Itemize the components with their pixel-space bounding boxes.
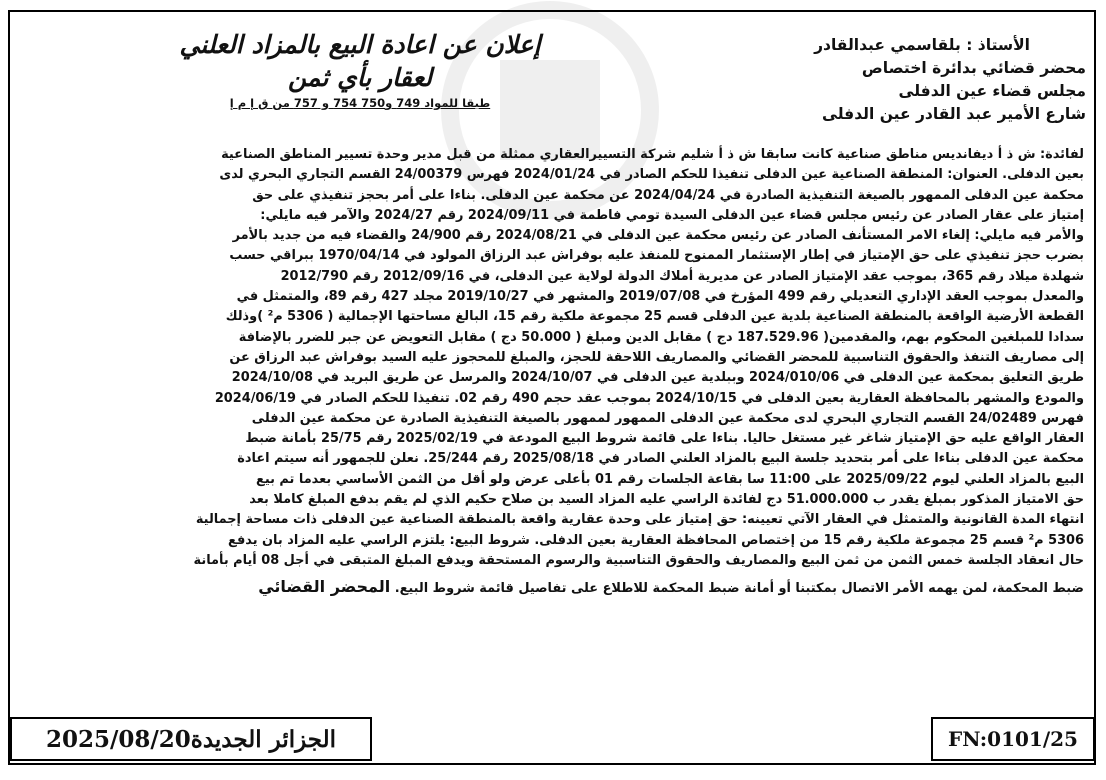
body-line: إمتياز على عقار الصادر عن رئيس مجلس قضاء عين الدفلى السيدة تومي فاطمة في 2024/09/11 رقم 2024/27 والآمر فيه مايلي: — [260, 207, 1084, 223]
body-line: 5306 م² قسم 25 مجموعة ملكية رقم 15 من إختصاص المحافظة العقارية بعين الدفلى. شروط البيع: يلتزم الراسي عليه المزاد بان يدفع — [228, 532, 1084, 548]
bailiff-court: مجلس قضاء عين الدفلى — [898, 82, 1086, 100]
bailiff-address: شارع الأمير عبد القادر عين الدفلى — [822, 105, 1086, 123]
notice-body — [22, 145, 1084, 600]
bailiff-title: محضر قضائي بدائرة اختصاص — [861, 59, 1086, 77]
body-line: حال انعقاد الجلسة خمس الثمن من ثمن البيع والمصاريف والحقوق التناسبية والرسوم المستحقة ويدفع المبلغ المتبقى في أجل 08 أيام بأمانة — [193, 552, 1084, 568]
bailiff-name: الأستاذ : بلقاسمي عبدالقادر — [814, 36, 1030, 54]
notice-title: إعلان عن اعادة البيع بالمزاد العلني — [179, 30, 541, 59]
body-line: فهرس 24/02489 القسم التجاري البحري لدى محكمة عين الدفلى الممهور لممهور بالصيغة التنفيذية الصادرة عن محكمة عين الدفلى — [251, 410, 1084, 426]
body-line: سدادا للمبلغين المحكوم بهم، والمقدمين( 187.529.96 دج ) مقابل الدين ومبلغ ( 50.000 دج ) مقابل التعويض عن جبر للضرر بالإضافة — [238, 329, 1084, 345]
body-line: والمعدل بموجب العقد الإداري التعديلي رقم 499 المؤرخ في 2019/07/08 والمشهر في 2019/10/27 مجلد 427 رقم 89، والمتمثل في — [236, 289, 1084, 305]
closing-text: ضبط المحكمة، لمن يهمه الأمر الاتصال بمكتبنا أو أمانة ضبط المحكمة للاطلاع على تفاصيل قائمة شروط البيع. — [394, 581, 1084, 597]
body-line: محكمة عين الدفلى الممهور بالصيغة التنفيذية الصادرة في 2024/04/24 عن محكمة عين الدفلى. بناءا على أمر بحجز تنفيذي على حق — [252, 187, 1084, 203]
body-line: إلى مصاريف التنفذ والحقوق التناسبية للمحضر القضائي والمصاريف اللاحقة للحجز، والمبلغ للمحجوز عليه السيد بوفراش عبد الرزاق عن — [229, 349, 1084, 365]
notice-title-block — [110, 28, 610, 112]
notice-subtitle: لعقار بأي ثمن — [287, 63, 432, 92]
body-line: القطعة الأرضية الواقعة بالمنطقة الصناعية بلدية عين الدفلى قسم 25 مجموعة ملكية رقم 15، البالغ مساحتها الإجمالية ( 5306 م² )وذلك — [225, 309, 1084, 325]
body-line: شهلدة ميلاد رقم 365، بموجب عقد الإمتياز الصادر عن مديرية أملاك الدولة لولاية عين الدفلى، في 2012/09/16 رقم 2012/790 — [280, 268, 1084, 284]
body-last-line — [22, 577, 1084, 599]
signature: المحضر القضائي — [258, 577, 391, 597]
legal-reference: طبقا للمواد 749 و750 754 و 757 من ق إ م إ — [229, 96, 491, 110]
body-line: بضرب حجز تنفيذي على حق الإمتياز في إطار الإستثمار الممنوح للمنفذ عليه بوفراش عبد الرزاق المولود في 1970/04/14 ببراقي حسب — [229, 248, 1084, 264]
body-line: بعين الدفلى. العنوان: المنطقة الصناعية عين الدفلى تنفيذا للحكم الصادر في 2024/01/24 فهرس 24/00379 القسم التجاري البحري لدى — [219, 167, 1084, 183]
body-line: لفائدة: ش ذ أ ديفانديس مناطق صناعية كانت سابقا ش ذ أ شليم شركة التسييرالعقاري ممثلة من قبل مدير وحدة تسيير المناطق الصناعية — [221, 147, 1084, 162]
body-line: والأمر فيه مايلي: إلغاء الامر المستأنف الصادر عن رئيس محكمة عين الدفلى في 2024/08/21 رقم 24/900 والقضاء فيه من جديد بالأمر — [232, 228, 1084, 244]
bailiff-info — [646, 34, 1086, 126]
body-line: والمودع والمشهر بالمحافظة العقارية بعين الدفلى في 2024/10/15 بموجب عقد حجم 490 رقم 02. تنفيذا للحكم الصادر في 2024/06/19 — [214, 390, 1084, 406]
body-line: حق الامتياز المذكور بمبلغ يقدر ب 51.000.000 دج لفائدة الراسي عليه المزاد السيد بن صلاح حكيم الذي لم يقم بدفع المبلغ كاملا بعد — [249, 492, 1084, 508]
publication-date-box: الجزائر الجديدة2025/08/20 — [10, 717, 372, 761]
file-number-box: FN:0101/25 — [931, 717, 1095, 761]
body-line: محكمة عين الدفلى بناءا على أمر بتحديد جلسة البيع بالمزاد العلني الصادر في 2025/08/18 رقم 25/244. نعلن للجمهور أنه سيتم اعادة — [237, 451, 1084, 467]
body-line: العقار الواقع عليه حق الإمتياز شاغر غير مستغل حاليا. بناءا على قائمة شروط البيع المودعة في 2025/02/19 رقم 25/75 بأمانة ضبط — [245, 431, 1084, 447]
body-line: البيع بالمزاد العلني ليوم 2025/09/22 على 11:00 سا بقاعة الجلسات رقم 01 بأعلى عرض ولو أقل من الثمن الأساسي بعدما تم بيع — [256, 471, 1084, 487]
body-line: انتهاء المدة القانونية والمتمثل في العقار الآتي تعيينه: حق إمتياز على وحدة عقارية واقعة بالمنطقة الصناعية عين الدفلى ذات مساحة إجمالية — [195, 512, 1084, 528]
body-line: طريق التعليق بمحكمة عين الدفلى في 2024/010/06 وببلدية عين الدفلى في 2024/10/07 والمرسل عن طريق البريد في 2024/10/08 — [231, 370, 1084, 386]
